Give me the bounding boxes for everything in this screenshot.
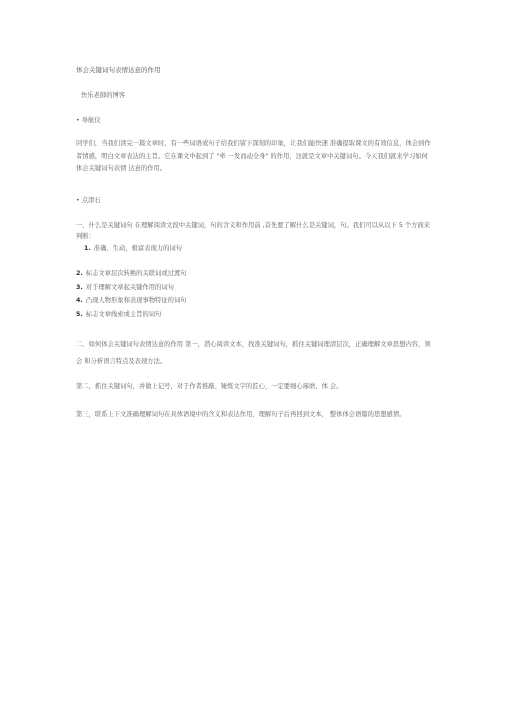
list-item-text: 凸现人物形象和表现事物特征的词句 (85, 297, 187, 304)
list-item (84, 245, 182, 253)
list-item-text: 准确、生动，极富表现力的词句 (93, 245, 182, 252)
list-item-text: 标志文章层次转换的关联词或过渡句 (85, 270, 187, 277)
list-item (76, 311, 161, 319)
list-item-number: 5. (76, 311, 83, 318)
list-item-number: 4. (76, 297, 83, 304)
list-item-text: 对于理解文章起关键作用的词句 (85, 284, 174, 291)
document-title: 体会关键词句表情达意的作用 (76, 66, 161, 74)
list-item-number: 2. (76, 270, 83, 277)
method-paragraph: 二、如何体会关键词句表情达意的作用 第一，潜心阅读文本，找准关键词句，抓住关键词理清层次，正确理解文章思想内容，领会 和分析语言特点及表现方法。 (76, 341, 431, 365)
list-item (76, 284, 174, 292)
list-item-text: 标志文章线索或主旨的词句 (85, 311, 162, 318)
list-item-number: 3. (76, 284, 83, 291)
document-author: 快乐老師的博客 (81, 92, 126, 99)
list-item (76, 297, 187, 305)
step-three-paragraph: 第三，联系上下文准确理解词句在具体语境中的含义和表达作用，理解句子后再回到文本， 整体体会语篇的思想感情。 (76, 411, 406, 418)
list-item (76, 270, 187, 278)
intro-paragraph: 同学们，当我们读完一篇文章时，有一些词语或句子给我们留下深刻的印象，让我们能快速 准确提取课文的有效信息，体会到作者情感，明白文章表达的主旨。它在课文中起到了 "牵 一发而动全身" 的作用，这就是文章中关键词句。今天我们就来学习如何体会关键词句表情 达意的作用。 (76, 140, 431, 172)
step-two-paragraph: 第二，抓住关键词句，并做上记号，对于作者推敲、锤炼文字的匠心，一定要细心琢磨、体 会。 (76, 383, 343, 390)
section-heading-tips: • 点津石 (76, 197, 101, 204)
definition-paragraph: 一、什么是关键词句 在理解阅读文段中关键词，句的含义和作用前 ,首先要了解什么是关键词，句。我们可以从以下 5 个方面来判断： (76, 222, 431, 240)
list-item-number: 1. (84, 245, 91, 252)
section-heading-navigator: • 导航仪 (76, 117, 101, 124)
